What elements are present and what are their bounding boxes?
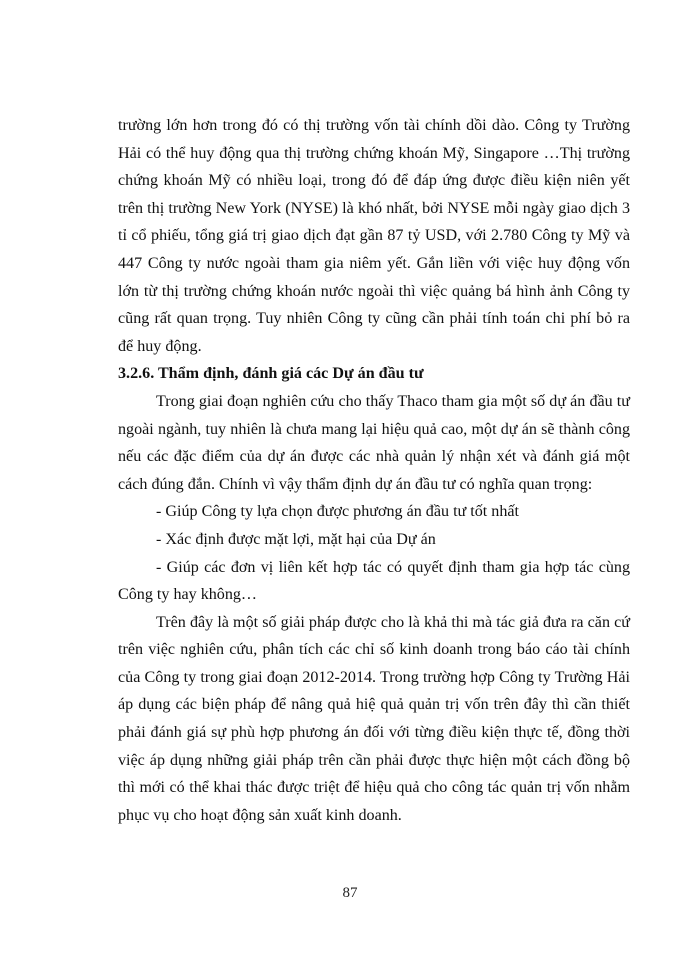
paragraph-capital-mobilization: trường lớn hơn trong đó có thị trường vốn tài chính dồi dào. Công ty Trường Hải có thể huy động qua thị trường chứng khoán Mỹ, Singapore …Thị trường chứng khoán Mỹ có nhiều loại, trong đó để đáp ứng được điều kiện niên yết trên thị trường New York (NYSE) là khó nhất, bởi NYSE mỗi ngày giao dịch 3 tỉ cổ phiếu, tổng giá trị giao dịch đạt gần 87 tỷ USD, với 2.780 Công ty Mỹ và 447 Công ty nước ngoài tham gia niêm yết. Gắn liền với việc huy động vốn lớn từ thị trường chứng khoán nước ngoài thì việc quảng bá hình ảnh Công ty cũng rất quan trọng. Tuy nhiên Công ty cũng cần phải tính toán chi phí bỏ ra để huy động. <box>118 117 630 355</box>
paragraph-conclusion: Trên đây là một số giải pháp được cho là khả thi mà tác giả đưa ra căn cứ trên việc nghiên cứu, phân tích các chỉ số kinh doanh trong báo cáo tài chính của Công ty trong giai đoạn 2012-2014. Trong trường hợp Công ty Trường Hải áp dụng các biện pháp để nâng quả hiệ quả quản trị vốn trên đây thì cần thiết phải đánh giá sự phù hợp phương án đối với từng điều kiện thực tế, đồng thời việc áp dụng những giải pháp trên cần phải được thực hiện một cách đồng bộ thì mới có thể khai thác được triệt để hiệu quả cho công tác quản trị vốn nhằm phục vụ cho hoạt động sản xuất kinh doanh. <box>118 613 630 824</box>
paragraph-project-appraisal: Trong giai đoạn nghiên cứu cho thấy Thaco tham gia một số dự án đầu tư ngoài ngành, tuy nhiên là chưa mang lại hiệu quả cao, một dự án sẽ thành công nếu các đặc điểm của dự án được các nhà quản lý nhận xét và đánh giá một cách đúng đắn. Chính vì vậy thẩm định dự án đầu tư có nghĩa quan trọng: <box>118 392 630 493</box>
bullet-pros-cons: - Xác định được mặt lợi, mặt hại của Dự án <box>156 530 436 548</box>
page-number: 87 <box>342 885 358 901</box>
bullet-choose-option: - Giúp Công ty lựa chọn được phương án đầu tư tốt nhất <box>156 503 520 521</box>
bullet-partners: - Giúp các đơn vị liên kết hợp tác có quyết định tham gia hợp tác cùng Công ty hay không… <box>118 558 630 604</box>
page-body <box>118 112 630 829</box>
section-heading-3-2-6: 3.2.6. Thẩm định, đánh giá các Dự án đầu tư <box>118 365 424 383</box>
